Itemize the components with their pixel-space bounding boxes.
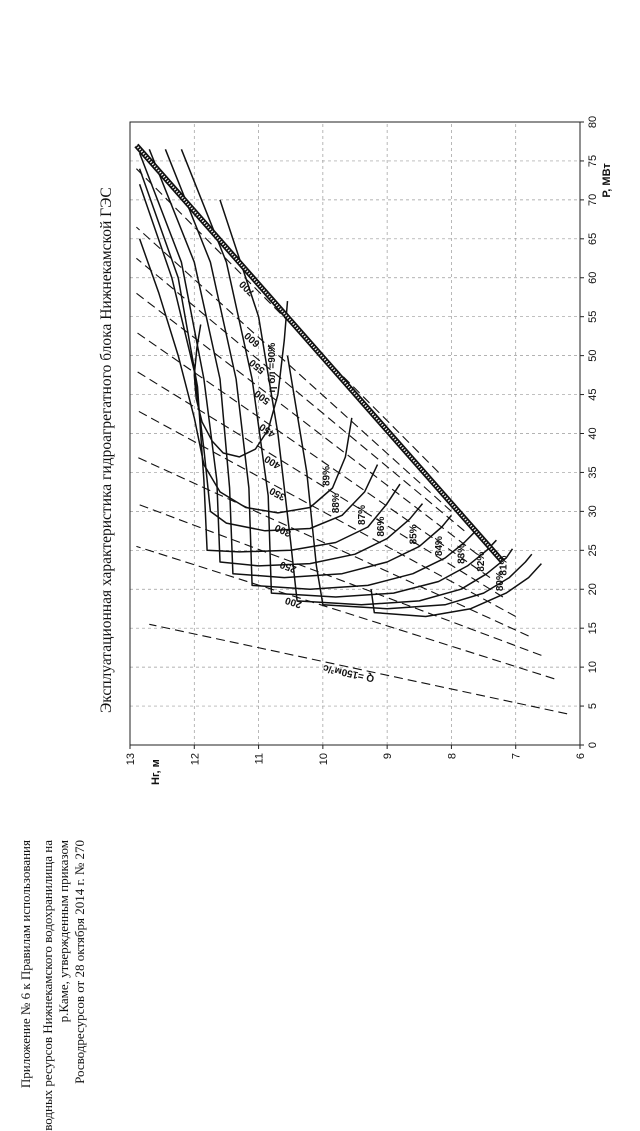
efficiency-label-80: 80% [495,571,507,592]
efficiency-label-86: 86% [376,516,388,537]
x-tick-label: 10 [587,661,599,674]
x-tick-label: 20 [587,583,599,596]
flow-label-550: 550 [247,356,268,376]
header-line-4: Росводресурсов от 28 октября 2014 г. № 270 [72,840,87,1084]
flow-label-450: 450 [257,420,278,440]
flow-label-400: 400 [262,452,283,471]
efficiency-label-88: 88% [331,493,343,514]
efficiency-label-81: 81% [498,555,510,576]
flow-label-200: 200 [283,594,304,610]
flow-label-300: 300 [273,521,294,539]
x-tick-label: 45 [587,388,599,401]
efficiency-label-82: 82% [475,551,487,572]
y-tick-label: 9 [382,753,395,760]
y-axis-label: Нг, м [149,759,162,785]
x-tick-label: 80 [587,115,599,129]
y-tick-label: 11 [253,753,266,765]
flow-label-250: 250 [278,558,299,575]
header-line-1: Приложение № 6 к Правилам использования [18,840,33,1089]
y-tick-label: 6 [575,753,587,760]
x-tick-label: 55 [587,310,599,323]
x-tick-label: 15 [587,622,599,635]
efficiency-curve-84 [165,149,476,589]
series-labels [237,278,509,684]
flow-label-600: 600 [242,329,263,349]
efficiency-label-84: 84% [434,536,445,557]
x-tick-label: 0 [587,741,599,749]
x-tick-label: 25 [587,544,599,557]
x-tick-label: 60 [587,271,599,284]
chart-title: Эксплуатационная характеристика гидроагрегатного блока Нижнекамской ГЭС [98,187,115,713]
flow-label-150: Q =150м³/с [322,661,376,684]
x-axis-label: P, МВт [601,163,613,198]
flow-label-350: 350 [267,484,288,503]
y-tick-label: 12 [189,753,202,766]
flow-label-700: 700 [237,278,258,298]
flow-line-200 [136,543,554,678]
data-series [136,145,567,713]
y-tick-label: 10 [317,753,330,766]
header-line-2: водных ресурсов Нижнекамского водохранилища на [40,840,55,1131]
efficiency-curve-86 [140,153,423,566]
y-tick-label: 8 [446,753,459,760]
x-tick-label: 75 [587,154,599,168]
x-tick-label: 70 [587,193,599,206]
flow-label-500: 500 [252,387,273,407]
efficiency-label-89: 89% [321,465,333,487]
header-line-3: р.Каме, утвержденным приказом [56,840,71,1023]
x-tick-label: 35 [587,466,599,479]
x-tick-label: 5 [587,703,599,710]
x-tick-label: 65 [587,232,599,245]
efficiency-label-85: 85% [408,524,420,545]
x-tick-label: 50 [587,349,599,362]
y-tick-label: 7 [510,753,523,760]
y-tick-label: 13 [125,753,137,766]
efficiency-label-87: 87% [356,504,368,525]
efficiency-label-83: 83% [456,543,468,564]
efficiency-label-90: η бл =90% [266,342,278,393]
x-tick-label: 30 [587,505,599,518]
flow-line-250 [136,504,541,656]
x-tick-label: 40 [587,427,599,440]
flow-line-150 [149,624,567,714]
